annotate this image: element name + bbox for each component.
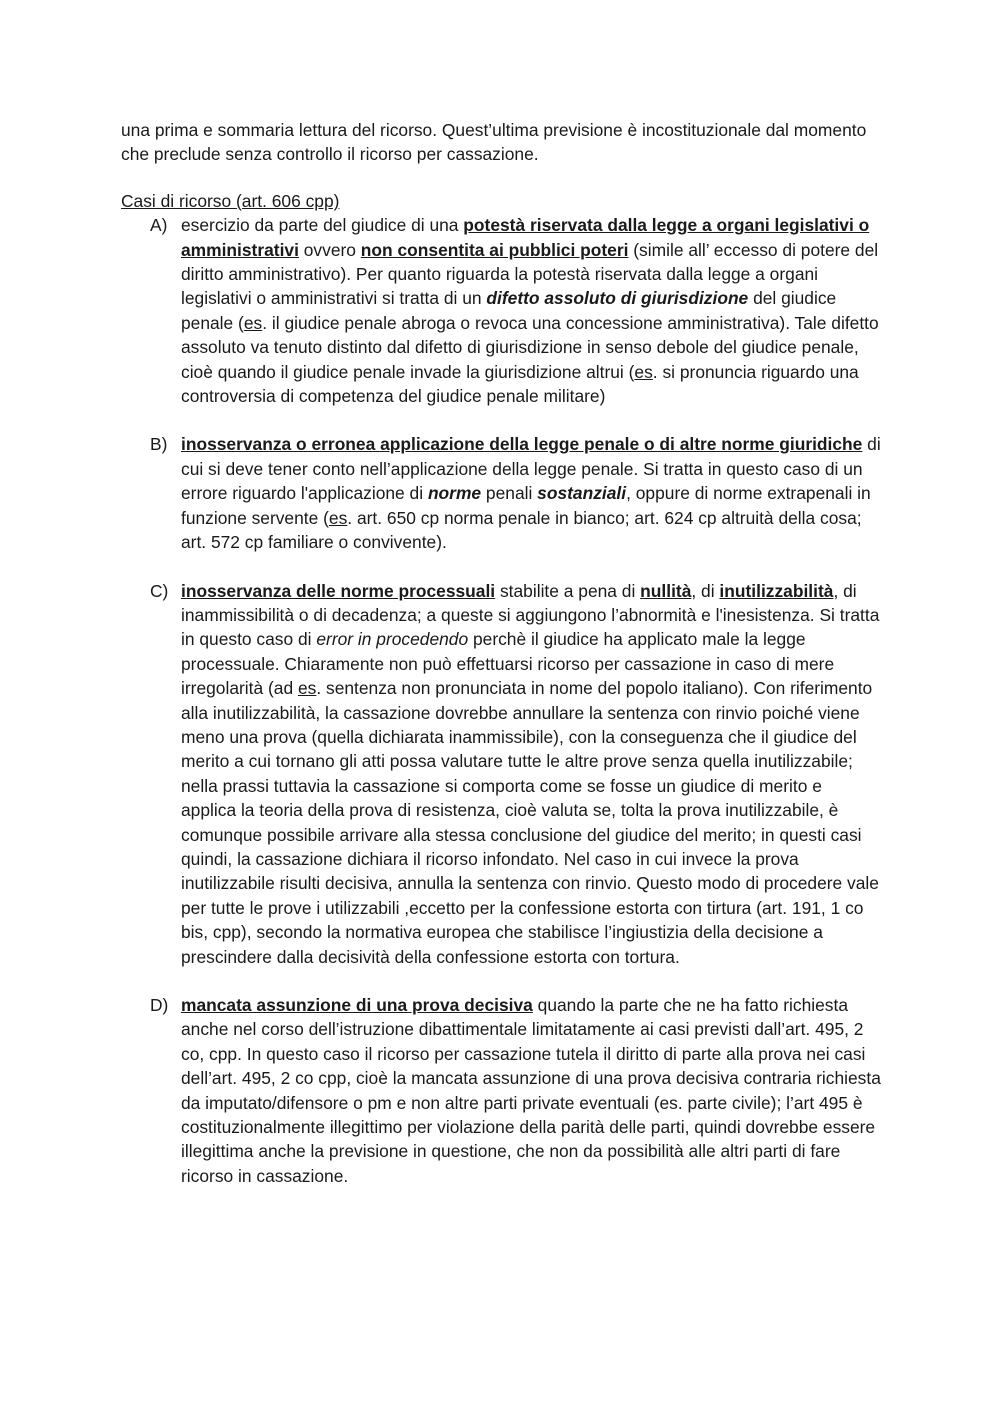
text-segment: . sentenza non pronunciata in nome del popolo italiano). Con riferimento alla inutilizzabilità, la cassazione dovrebbe annullare la sentenza con rinvio poiché viene meno una prova (quella dichiarata inammissibile), con la conseguenza che il giudice del merito a cui tornano gli atti possa valutare tutte le altre prove senza quella inutilizzabile; nella prassi tuttavia la cassazione si comporta come se fosse un giudice di merito e applica la teoria della prova di resistenza, cioè valuta se, tolta la prova inutilizzabile, è comunque possibile arrivare alla stessa conclusione del giudice del merito; in questi casi quindi, la cassazione dichiara il ricorso infondato. Nel caso in cui invece la prova inutilizzabile risulti decisiva, annulla la sentenza con rinvio. Questo modo di procedere vale per tutte le prove i utilizzabili ,eccetto per la confessione estorta con tirtura (art. 191, 1 co bis, cpp), secondo la normativa europea che stabilisce l’ingiustizia della decisione a prescindere dalla decisività della confessione estorta con tortura. [181,678,879,967]
text-segment: mancata assunzione di una prova decisiva [181,995,533,1015]
list-item-letter: D) [150,995,169,1015]
case-list [121,213,881,1188]
text-segment: inosservanza o erronea applicazione della legge penale o di altre norme giuridiche [181,434,863,455]
text-segment: . si pronuncia riguardo una controversia di competenza del giudice penale militare) [181,361,859,407]
text-segment: , oppure di norme extrapenali in funzione servente ( [181,483,871,528]
text-segment: non consentita ai pubblici poteri [360,239,629,260]
text-segment: quando la parte che ne ha fatto richiesta anche nel corso dell’istruzione dibattimentale limitatamente ai casi previsti dall’art. 495, 2 co, cpp. In questo caso il ricorso per cassazione tutela il diritto di parte alla prova nei casi dell’art. 495, 2 co cpp, cioè la mancata assunzione di una prova decisiva contraria richiesta da imputato/difensore o pm e non altre parti private eventuali (es. parte civile); l’art 495 è costituzionalmente illegittimo per violazione della parità delle parti, quindi dovrebbe essere illegittima anche la previsione in questione, che non da possibilità alle altri parti di fare ricorso in cassazione. [181,995,881,1186]
text-segment: difetto assoluto di giurisdizione [486,288,749,309]
text-segment: . il giudice penale abroga o revoca una concessione amministrativa). Tale difetto assoluto va tenuto distinto dal difetto di giurisdizione in senso debole del giudice penale, cioè quando il giudice penale invade la giurisdizione altrui ( [181,312,879,382]
text-segment: , di [691,580,720,601]
section-heading: Casi di ricorso (art. 606 cpp) [121,190,340,211]
list-item-letter: B) [150,434,168,455]
text-segment: inutilizzabilità [719,580,834,601]
document-page [121,118,881,1212]
text-segment: error in procedendo [316,629,469,650]
list-item-letter: C) [150,580,169,601]
intro-paragraph: una prima e sommaria lettura del ricorso. Quest’ultima previsione è incostituzionale dal momento che preclude senza controllo il ricorso per cassazione. [121,120,867,165]
text-segment: es [634,361,653,382]
text-segment: , di inammissibilità o di decadenza; a queste si aggiungono l’abnormità e l'inesistenza. Si tratta in questo caso di [181,580,880,650]
text-segment: norme [427,483,482,504]
list-item-text [181,993,881,1188]
text-segment: . art. 650 cp norma penale in bianco; art. 624 cp altruità della cosa; art. 572 cp familiare o convivente). [181,507,862,553]
list-item [121,432,881,554]
text-segment: (simile all’ eccesso di potere del diritto amministrativo). Per quanto riguarda la potestà riservata dalla legge a organi legislativi o amministrativi si tratta di un [181,239,879,309]
text-segment: es [243,312,263,333]
text-segment: inosservanza delle norme processuali [181,580,496,601]
text-segment: nullità [640,580,692,601]
list-item [121,213,881,408]
text-segment: stabilite a pena di [495,580,641,601]
text-segment: sostanziali [537,483,627,504]
text-segment: es [328,507,348,528]
text-segment: di cui si deve tener conto nell’applicazione della legge penale. Si tratta in questo caso di un errore riguardo l'applicazione di [181,434,881,504]
text-segment: perchè il giudice ha applicato male la legge processuale. Chiaramente non può effettuarsi ricorso per cassazione in caso di mere irregolarità (ad [181,629,835,699]
text-segment: penali [481,483,538,504]
text-segment: del giudice penale ( [181,288,837,333]
list-item-text [181,432,881,554]
text-segment: es [297,678,317,699]
list-item [121,579,881,970]
list-item-letter: A) [150,215,168,236]
text-segment: ovvero [298,239,361,260]
list-item-text [181,213,881,408]
text-segment: potestà riservata dalla legge a organi legislativi o amministrativi [181,215,870,260]
text-segment: esercizio da parte del giudice di una [181,215,464,236]
list-item-text [181,579,881,970]
list-item [121,993,881,1188]
